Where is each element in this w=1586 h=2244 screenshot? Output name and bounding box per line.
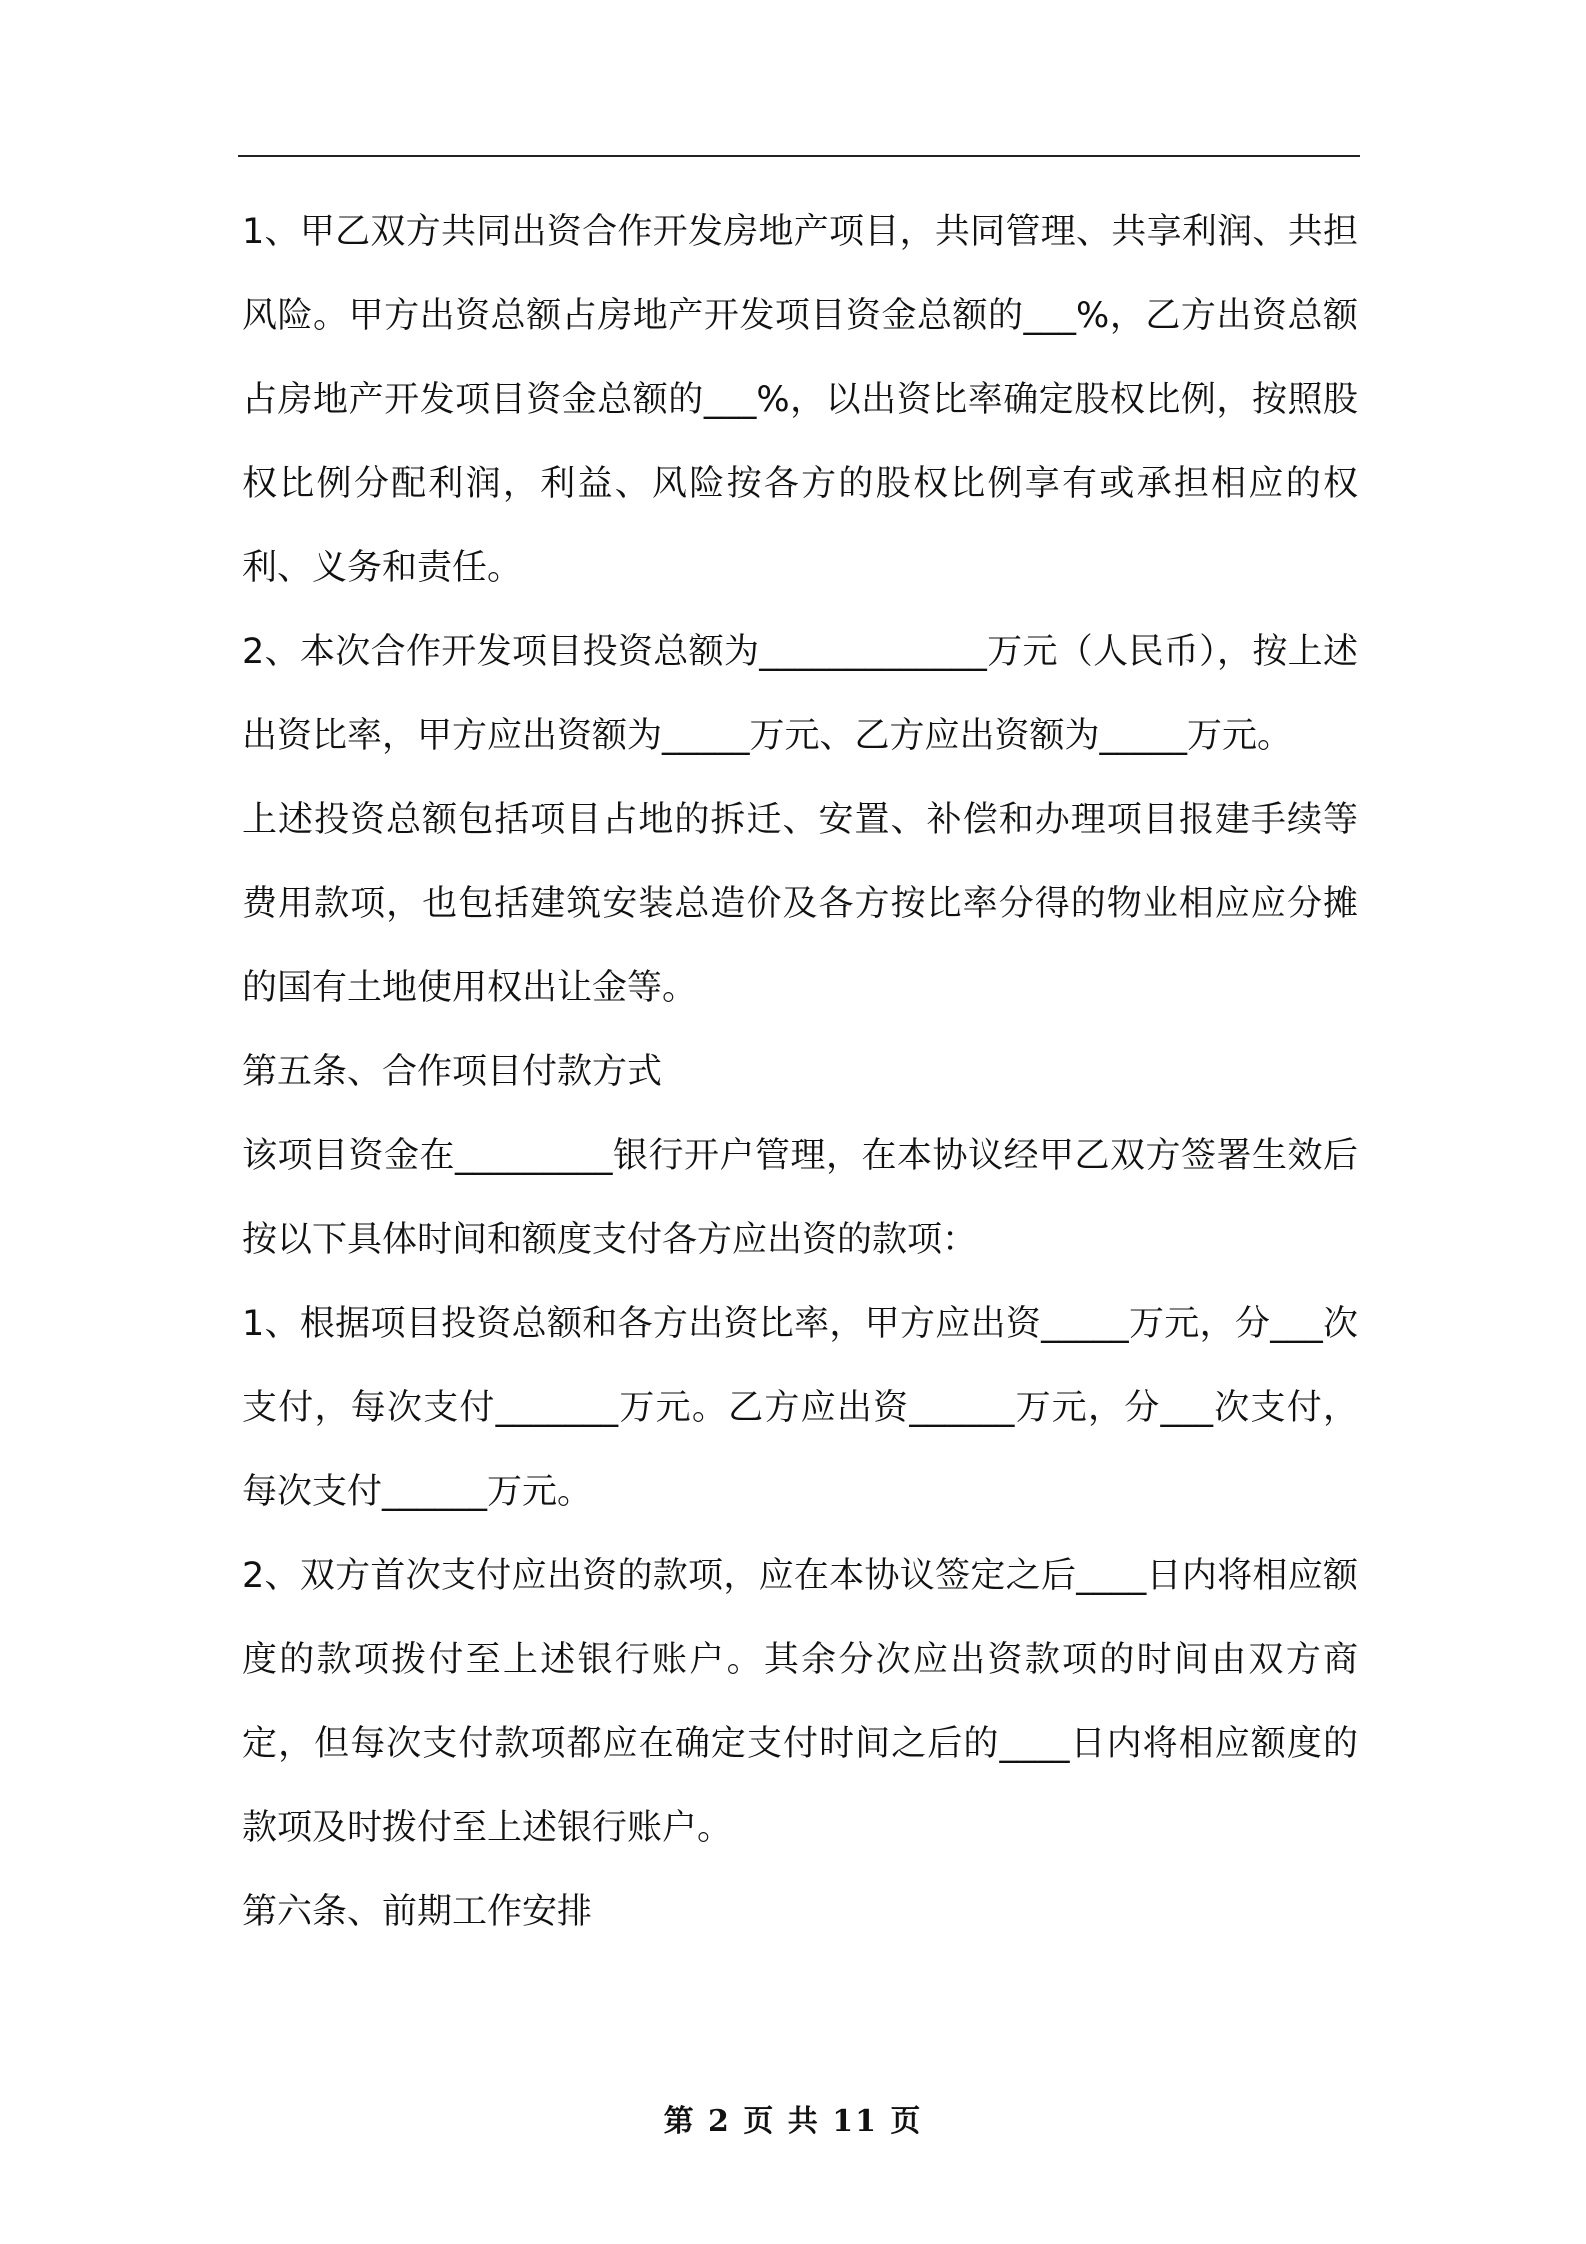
paragraph-capital-ratio: 1、甲乙双方共同出资合作开发房地产项目，共同管理、共享利润、共担风险。甲方出资总额占房地产开发项目资金总额的___%，乙方出资总额占房地产开发项目资金总额的___%，以出资比率确定股权比例，按照股权比例分配利润，利益、风险按各方的股权比例享有或承担相应的权利、义务和责任。 bbox=[242, 212, 1358, 588]
paragraph-payment-deadline: 2、双方首次支付应出资的款项，应在本协议签定之后____日内将相应额度的款项拨付至上述银行账户。其余分次应出资款项的时间由双方商定，但每次支付款项都应在确定支付时间之后的____日内将相应额度的款项及时拨付至上述银行账户。 bbox=[242, 1556, 1358, 1848]
paragraph-investment-scope: 上述投资总额包括项目占地的拆迁、安置、补偿和办理项目报建手续等费用款项，也包括建筑安装总造价及各方按比率分得的物业相应应分摊的国有土地使用权出让金等。 bbox=[242, 800, 1358, 1008]
header-rule bbox=[238, 155, 1360, 157]
paragraph-investment-total: 2、本次合作开发项目投资总额为_____________万元（人民币），按上述出资比率，甲方应出资额为_____万元、乙方应出资额为_____万元。 bbox=[242, 632, 1358, 756]
paragraph-bank-account: 该项目资金在_________银行开户管理，在本协议经甲乙双方签署生效后按以下具体时间和额度支付各方应出资的款项： bbox=[242, 1136, 1358, 1260]
page-number: 第 2 页 共 11 页 bbox=[663, 2104, 923, 2139]
section-heading-preliminary: 第六条、前期工作安排 bbox=[242, 1892, 593, 1932]
section-heading-payment: 第五条、合作项目付款方式 bbox=[242, 1052, 663, 1092]
paragraph-installments: 1、根据项目投资总额和各方出资比率，甲方应出资_____万元，分___次支付，每次支付_______万元。乙方应出资______万元，分___次支付，每次支付______万元。 bbox=[242, 1304, 1358, 1512]
document-body bbox=[242, 190, 1358, 1954]
